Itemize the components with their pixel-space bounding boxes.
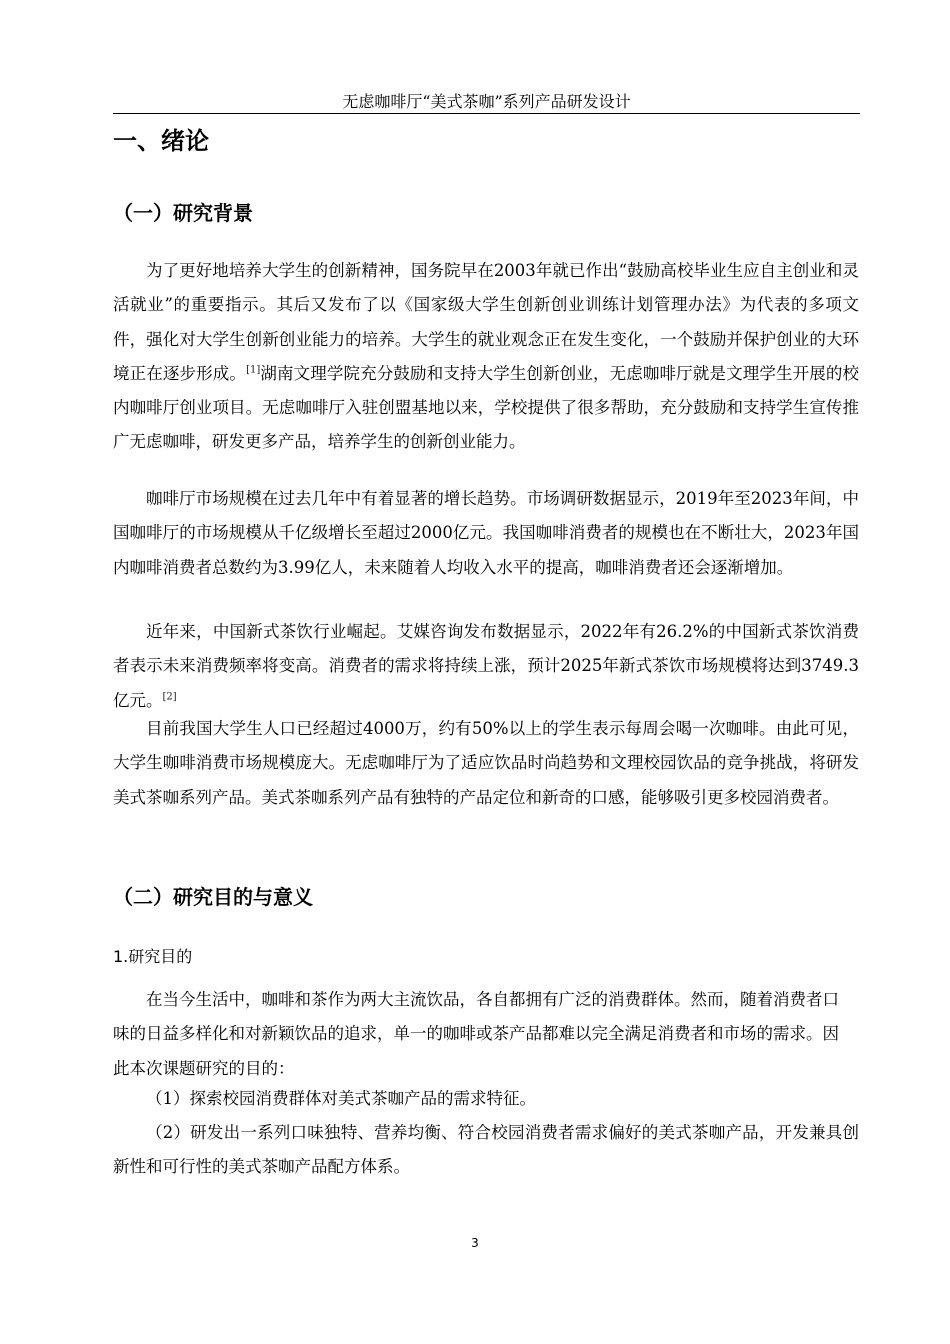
- header-rule: [113, 113, 860, 114]
- paragraph-text: 近年来，中国新式茶饮行业崛起。艾媒咨询发布数据显示，2022年有26.2%的中国新式茶饮消费者表示未来消费频率将变高。消费者的需求将持续上涨，预计2025年新式茶饮市场规模将达到3749.3亿元。: [113, 622, 859, 710]
- chapter-title: 一、绪论: [113, 127, 209, 155]
- citation-1: [1]: [246, 364, 261, 376]
- paragraph-purpose-intro: 在当今生活中，咖啡和茶作为两大主流饮品，各自都拥有广泛的消费群体。然而，随着消费者口味的日益多样化和对新颖饮品的追求，单一的咖啡或茶产品都难以完全满足消费者和市场的需求。因此本次课题研究的目的：: [113, 990, 839, 1078]
- paragraph-text: 湖南文理学院充分鼓励和支持大学生创新创业，无虑咖啡厅就是文理学生开展的校内咖啡厅创业项目。无虑咖啡厅入驻创盟基地以来，学校提供了很多帮助，充分鼓励和支持学生宣传推广无虑咖啡，研发更多产品，培养学生的创新创业能力。: [113, 363, 860, 452]
- running-header: 无虑咖啡厅“美式茶咖”系列产品研发设计: [342, 92, 631, 111]
- subsection-heading-research-purpose: 1.研究目的: [113, 947, 193, 966]
- citation-2: [2]: [162, 691, 177, 703]
- section-heading-purpose: （二）研究目的与意义: [113, 885, 313, 909]
- paragraph-background-2: 咖啡厅市场规模在过去几年中有着显著的增长趋势。市场调研数据显示，2019年至2023年间，中国咖啡厅的市场规模从千亿级增长至超过2000亿元。我国咖啡消费者的规模也在不断壮大，2023年国内咖啡消费者总数约为3.99亿人，未来随着人均收入水平的提高，咖啡消费者还会逐渐增加。: [113, 489, 859, 577]
- list-item-purpose-1: （1）探索校园消费群体对美式茶咖产品的需求特征。: [146, 1089, 536, 1108]
- paragraph-background-3: [113, 615, 859, 718]
- page-number: 3: [471, 1236, 479, 1250]
- paragraph-background-1: [113, 254, 859, 460]
- section-heading-background: （一）研究背景: [113, 201, 253, 225]
- list-item-purpose-2: （2）研发出一系列口味独特、营养均衡、符合校园消费者需求偏好的美式茶咖产品，开发兼具创新性和可行性的美式茶咖产品配方体系。: [113, 1123, 859, 1177]
- paragraph-background-4: 目前我国大学生人口已经超过4000万，约有50%以上的学生表示每周会喝一次咖啡。由此可见，大学生咖啡消费市场规模庞大。无虑咖啡厅为了适应饮品时尚趋势和文理校园饮品的竞争挑战，将研发美式茶咖系列产品。美式茶咖系列产品有独特的产品定位和新奇的口感，能够吸引更多校园消费者。: [113, 719, 859, 807]
- paragraph-text: 为了更好地培养大学生的创新精神，国务院早在2003年就已作出“鼓励高校毕业生应自主创业和灵活就业”的重要指示。其后又发布了以《国家级大学生创新创业训练计划管理办法》为代表的多项文件，强化对大学生创新创业能力的培养。大学生的就业观念正在发生变化，一个鼓励并保护创业的大环境正在逐步形成。: [113, 261, 859, 383]
